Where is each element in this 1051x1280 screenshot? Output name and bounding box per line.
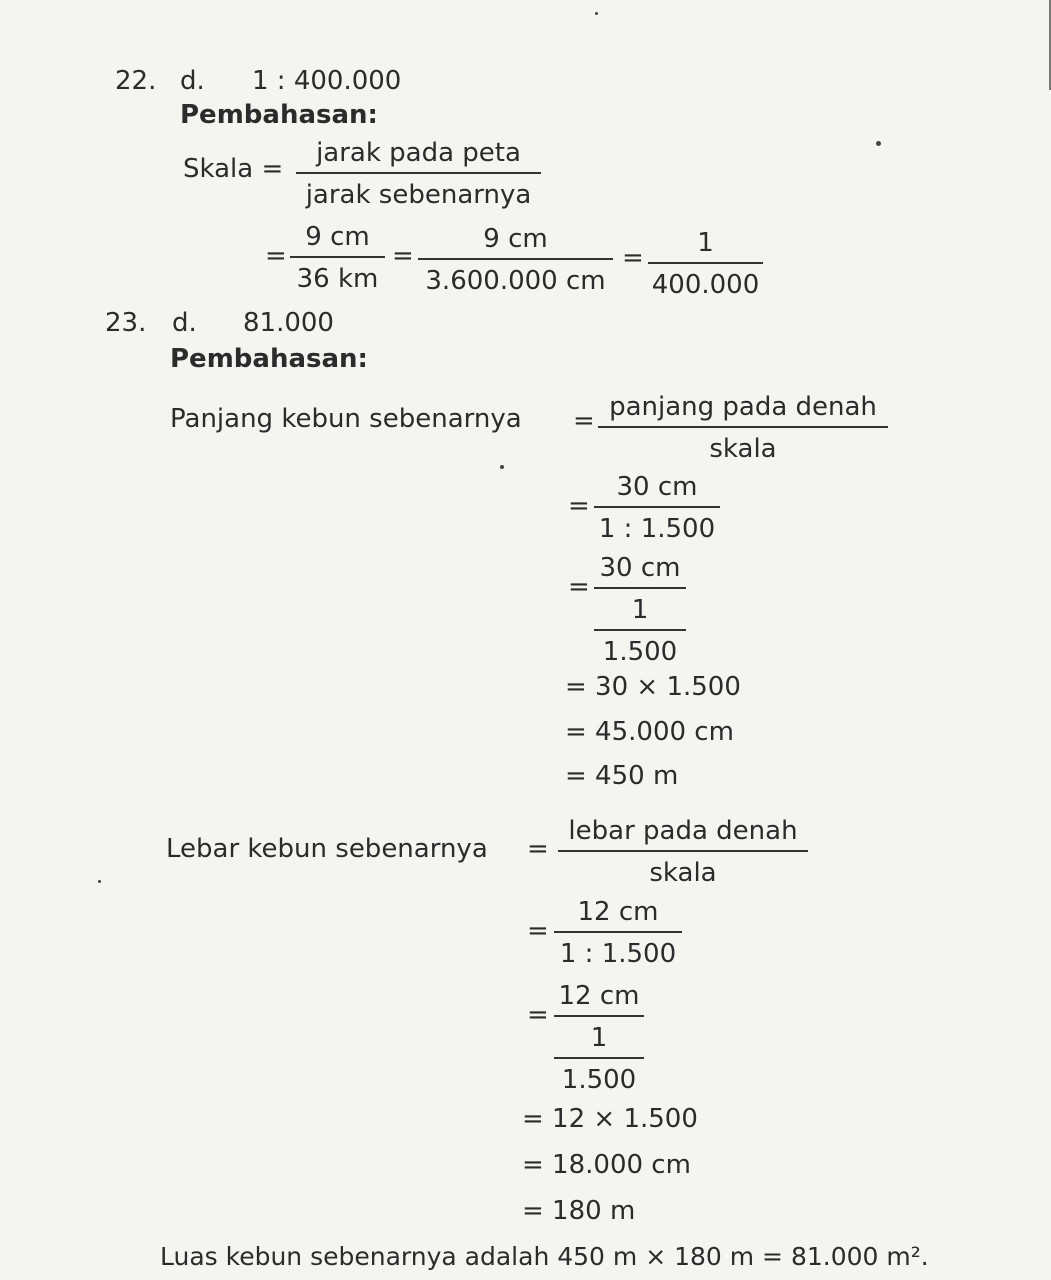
q23-lebar-eq: =: [527, 834, 549, 864]
q22-formula-denominator: jarak sebenarnya: [305, 180, 532, 210]
q23-p-step2-numerator: 30 cm: [599, 553, 681, 583]
q23-luas-statement: Luas kebun sebenarnya adalah 450 m × 180 m = 81.000 m².: [160, 1242, 929, 1271]
scan-speck: [876, 141, 881, 146]
fraction-bar: [290, 256, 385, 258]
fraction-bar: [558, 850, 808, 852]
q22-step1-fraction: [290, 224, 385, 292]
q22-option: d.: [180, 66, 205, 96]
q23-p-line3: = 450 m: [565, 761, 679, 791]
fraction-bar: [554, 1057, 644, 1059]
fraction-bar: [594, 506, 720, 508]
q23-p-step1-numerator: 30 cm: [616, 472, 698, 502]
q22-formula-fraction: [296, 140, 541, 208]
q23-l-eq-2: =: [527, 1000, 549, 1030]
scan-speck: [98, 880, 101, 883]
q23-option: d.: [172, 308, 197, 338]
q23-p-eq-2: =: [568, 572, 590, 602]
fraction-bar: [296, 172, 541, 174]
q23-l-step2-fraction: [554, 983, 644, 1093]
q22-eq-2: =: [392, 241, 414, 271]
q23-lebar-formula-denominator: skala: [649, 858, 717, 888]
q23-panjang-formula-fraction: [598, 394, 888, 462]
q23-lebar-formula-fraction: [558, 818, 808, 886]
q23-heading: Pembahasan:: [170, 344, 368, 374]
q22-answer: 1 : 400.000: [252, 66, 402, 96]
q23-l-step1-numerator: 12 cm: [577, 897, 659, 927]
q23-l-line1: = 12 × 1.500: [522, 1104, 698, 1134]
scan-speck: [500, 465, 504, 469]
q23-l-line2: = 18.000 cm: [522, 1150, 691, 1180]
fraction-bar: [554, 1015, 644, 1017]
q23-l-line3: = 180 m: [522, 1196, 636, 1226]
q23-p-line1: = 30 × 1.500: [565, 672, 741, 702]
q23-p-eq-1: =: [568, 491, 590, 521]
q22-heading: Pembahasan:: [180, 100, 378, 130]
fraction-bar: [594, 629, 686, 631]
fraction-bar: [418, 258, 613, 260]
fraction-bar: [648, 262, 763, 264]
q22-step3-numerator: 1: [697, 228, 714, 258]
page-edge-shadow: [1041, 0, 1051, 90]
q23-p-line2: = 45.000 cm: [565, 717, 734, 747]
q23-panjang-formula-denominator: skala: [709, 434, 777, 464]
q23-p-step2-fraction: [594, 555, 686, 665]
q23-l-step1-fraction: [554, 899, 682, 967]
q22-step2-denominator: 3.600.000 cm: [425, 266, 606, 296]
q22-number: 22.: [115, 66, 157, 96]
q23-p-step2-inner-denominator: 1.500: [602, 637, 678, 667]
q23-number: 23.: [105, 308, 147, 338]
q23-l-step2-numerator: 12 cm: [558, 981, 640, 1011]
q22-step2-numerator: 9 cm: [483, 224, 548, 254]
q23-l-step2-inner-fraction: [554, 1025, 644, 1093]
fraction-bar: [554, 931, 682, 933]
q22-step3-fraction: [648, 230, 763, 298]
q22-eq-3: =: [622, 243, 644, 273]
q23-p-step1-fraction: [594, 474, 720, 542]
q23-p-step2-inner-numerator: 1: [631, 595, 649, 625]
q23-l-step2-inner-numerator: 1: [590, 1023, 608, 1053]
q22-step1-denominator: 36 km: [296, 264, 379, 294]
q22-eq-1: =: [265, 241, 287, 271]
scan-speck: [595, 12, 598, 15]
q23-panjang-label: Panjang kebun sebenarnya: [170, 404, 522, 434]
q22-step2-fraction: [418, 226, 613, 294]
q23-panjang-eq: =: [573, 406, 595, 436]
q23-answer: 81.000: [243, 308, 334, 338]
q22-skala-label: Skala =: [183, 154, 284, 184]
fraction-bar: [594, 587, 686, 589]
q23-l-eq-1: =: [527, 916, 549, 946]
q23-p-step1-denominator: 1 : 1.500: [598, 514, 716, 544]
q22-step1-numerator: 9 cm: [305, 222, 370, 252]
q23-l-step2-inner-denominator: 1.500: [561, 1065, 637, 1095]
q23-l-step1-denominator: 1 : 1.500: [559, 939, 677, 969]
q23-lebar-label: Lebar kebun sebenarnya: [166, 834, 488, 864]
fraction-bar: [598, 426, 888, 428]
q22-formula-numerator: jarak pada peta: [316, 138, 521, 168]
q23-lebar-formula-numerator: lebar pada denah: [568, 816, 798, 846]
q23-panjang-formula-numerator: panjang pada denah: [609, 392, 877, 422]
q22-step3-denominator: 400.000: [651, 270, 760, 300]
q23-p-step2-inner-fraction: [594, 597, 686, 665]
